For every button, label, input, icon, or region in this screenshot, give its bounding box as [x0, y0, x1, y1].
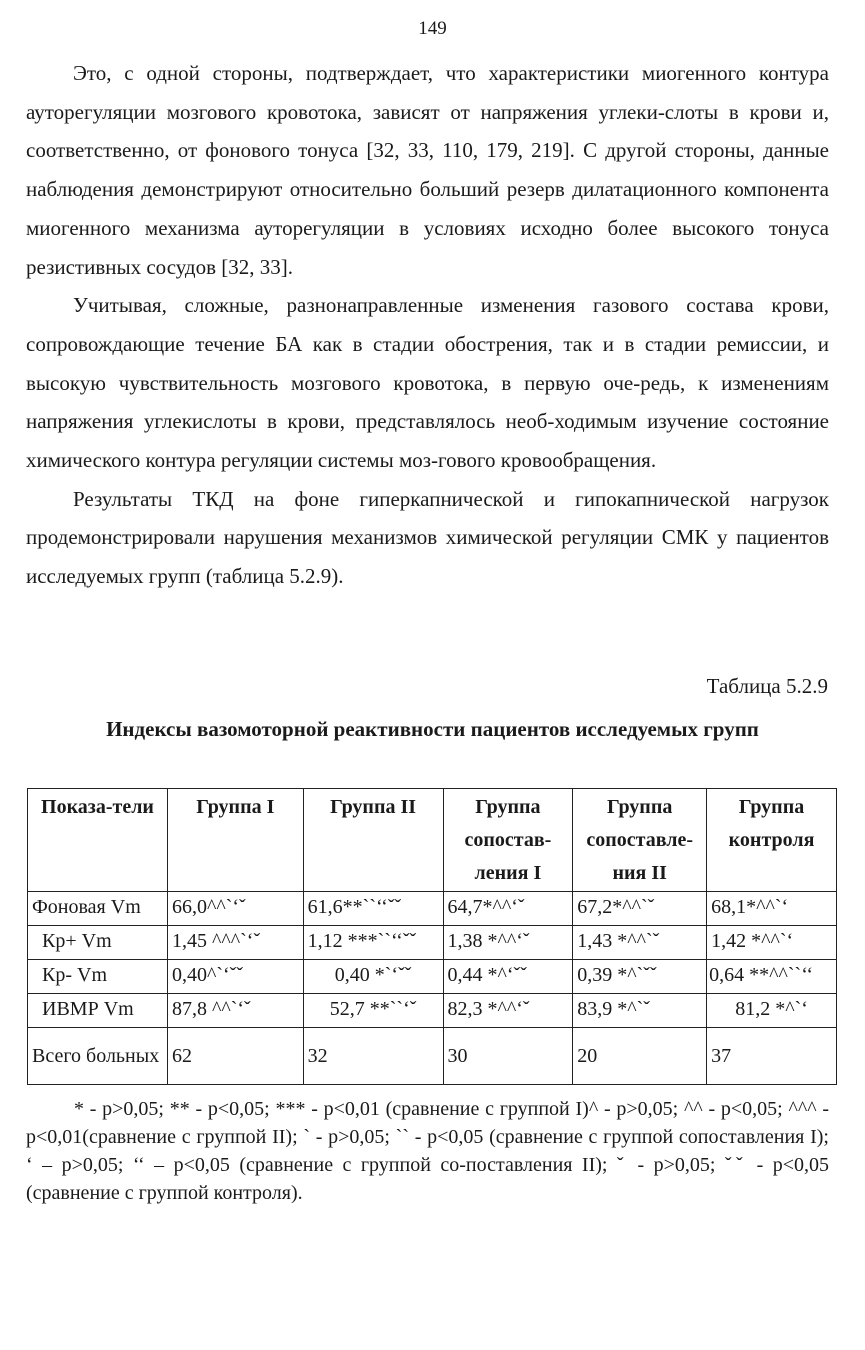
reactivity-table — [27, 788, 837, 1085]
table-cell: 64,7*^^‘ˇ — [443, 892, 573, 926]
header-group-2: Группа II — [303, 789, 443, 892]
table-title: Индексы вазомоторной реактивности пациентов исследуемых групп — [106, 717, 759, 741]
row-label: Фоновая Vm — [28, 892, 168, 926]
table-cell: 62 — [167, 1028, 303, 1085]
table-cell: 0,40^`‘ˇˇ — [167, 960, 303, 994]
row-label: Кр+ Vm — [28, 926, 168, 960]
row-label: ИВМР Vm — [28, 994, 168, 1028]
table-row — [28, 994, 837, 1028]
header-indicators: Показа-тели — [28, 789, 168, 892]
table-cell: 82,3 *^^‘ˇ — [443, 994, 573, 1028]
table-row — [28, 892, 837, 926]
table-cell: 1,45 ^^^`‘ˇ — [167, 926, 303, 960]
table-cell: 81,2 *^`‘ — [707, 994, 837, 1028]
table-cell: 20 — [573, 1028, 707, 1085]
row-label: Всего больных — [28, 1028, 168, 1085]
page-number: 149 — [418, 18, 447, 39]
table-cell: 83,9 *^`ˇ — [573, 994, 707, 1028]
header-control-group: Группа контроля — [707, 789, 837, 892]
table-cell: 0,44 *^‘ˇˇ — [443, 960, 573, 994]
table-row — [28, 960, 837, 994]
table-label: Таблица 5.2.9 — [706, 674, 828, 698]
table-cell: 52,7 **``‘ˇ — [303, 994, 443, 1028]
table-cell: 68,1*^^`‘ — [707, 892, 837, 926]
table-cell: 0,64 **^^``‘‘ — [707, 960, 837, 994]
table-cell: 87,8 ^^`‘ˇ — [167, 994, 303, 1028]
table-cell: 32 — [303, 1028, 443, 1085]
paragraph-1: Это, с одной стороны, подтверждает, что характеристики миогенного контура ауторегуляции мозгового кровотока, зависят от напряжения углеки-слоты в крови и, соответственно, от фонового тонуса [32, 33, 110, 179, 219]. С другой стороны, данные наблюдения демонстрируют относительно больший резерв дилатационного компонента миогенного механизма ауторегуляции в условиях исходно более высокого тонуса резистивных сосудов [32, 33]. — [26, 61, 829, 279]
paragraph-2: Учитывая, сложные, разнонаправленные изменения газового состава крови, сопровождающие течение БА как в стадии обострения, так и в стадии ремиссии, и высокую чувствительность мозгового кровотока, в первую оче-редь, к изменениям напряжения углекислоты в крови, представлялось необ-ходимым изучение состояние химического контура регуляции системы моз-гового кровообращения. — [26, 293, 829, 473]
table-cell: 37 — [707, 1028, 837, 1085]
table-cell: 0,40 *`‘ˇˇ — [303, 960, 443, 994]
body-text — [26, 54, 829, 596]
table-footnote: * - р>0,05; ** - р<0,05; *** - р<0,01 (сравнение с группой I)^ - р>0,05; ^^ - р<0,05; ^^^ - р<0,01(сравнение с группой II); ` - р>0,05; `` - р<0,05 (сравнение с группой сопоставления I); ‘ – р>0,05; ‘‘ – р<0,05 (сравнение с группой со-поставления II); ˇ - р>0,05; ˇˇ - р<0,05 (сравнение с группой контроля). — [26, 1098, 829, 1204]
table-cell: 66,0^^`‘ˇ — [167, 892, 303, 926]
table-cell: 1,38 *^^‘ˇ — [443, 926, 573, 960]
header-comparison-group-2: Группа сопоставле-ния II — [573, 789, 707, 892]
table-cell: 1,42 *^^`‘ — [707, 926, 837, 960]
table-row — [28, 926, 837, 960]
header-comparison-group-1: Группа сопостав-ления I — [443, 789, 573, 892]
paragraph-3: Результаты ТКД на фоне гиперкапнической и гипокапнической нагрузок продемонстрировали нарушения механизмов химической регуляции СМК у пациентов исследуемых групп (таблица 5.2.9). — [26, 486, 829, 589]
table-cell: 1,43 *^^`ˇ — [573, 926, 707, 960]
table-cell: 30 — [443, 1028, 573, 1085]
table-row-total — [28, 1028, 837, 1085]
row-label: Кр- Vm — [28, 960, 168, 994]
table-cell: 0,39 *^`ˇˇ — [573, 960, 707, 994]
table-header-row — [28, 789, 837, 892]
header-group-1: Группа I — [167, 789, 303, 892]
table-cell: 67,2*^^`ˇ — [573, 892, 707, 926]
table-cell: 61,6**``‘‘ˇˇ — [303, 892, 443, 926]
table-cell: 1,12 ***``‘‘ˇˇ — [303, 926, 443, 960]
